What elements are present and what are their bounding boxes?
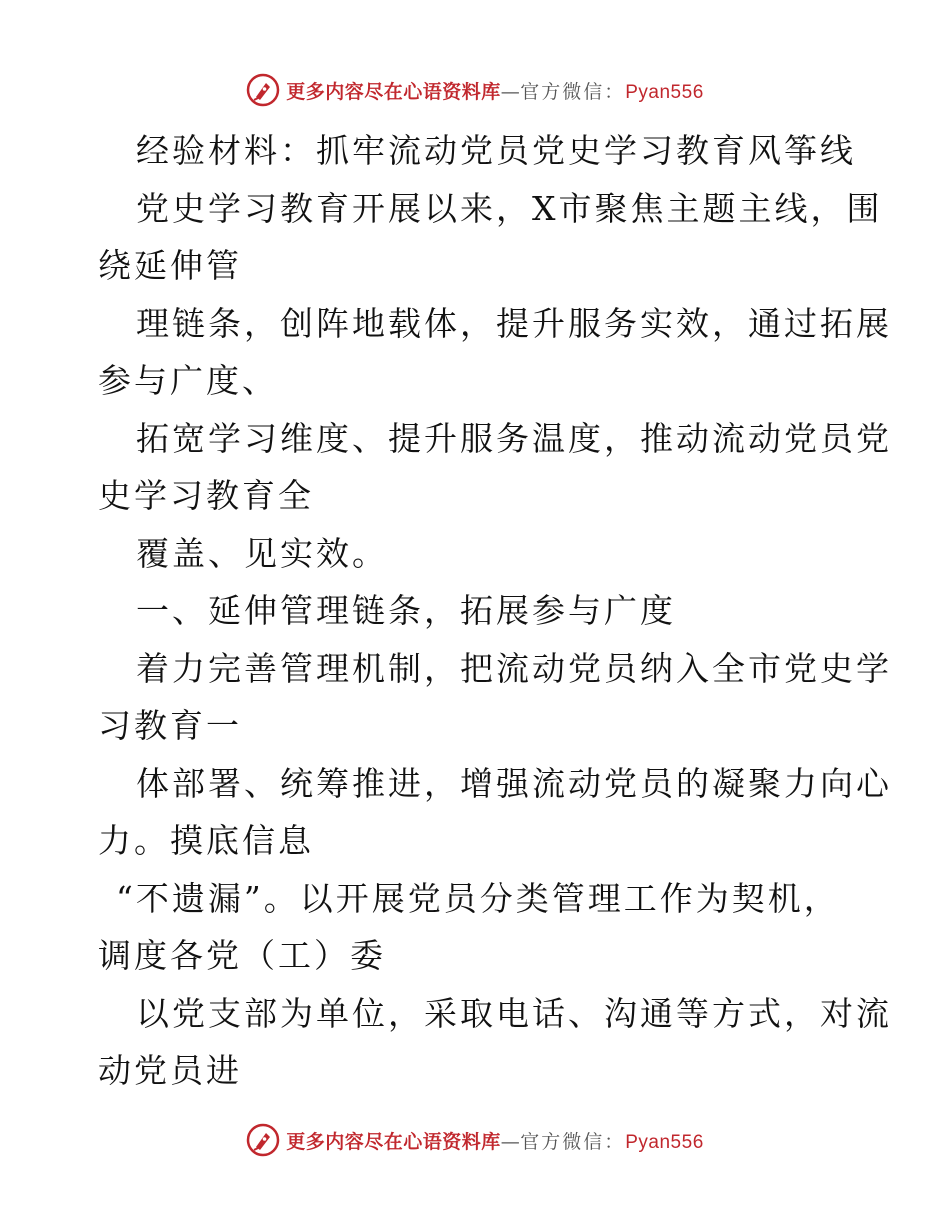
watermark-footer: [0, 1120, 950, 1160]
watermark-wechat-label: 官方微信：: [520, 80, 626, 103]
watermark-wechat-id: Pyan556: [625, 81, 704, 103]
paragraph-line: 拓宽学习维度、提升服务温度，推动流动党员党: [136, 418, 892, 458]
paragraph-line: 史学习教育全: [98, 476, 314, 515]
paragraph-line: 调度各党（工）委: [98, 936, 386, 975]
paragraph-line: 覆盖、见实效。: [136, 533, 388, 573]
paragraph-line: 体部署、统筹推进，增强流动党员的凝聚力向心: [136, 763, 892, 803]
section-heading: 一、延伸管理链条，拓展参与广度: [136, 591, 676, 630]
paragraph-line: 理链条，创阵地载体，提升服务实效，通过拓展: [136, 303, 892, 343]
paragraph-line: 党史学习教育开展以来，X市聚焦主题主线，围: [136, 188, 883, 228]
watermark-brand: 更多内容尽在心语资料库: [286, 1130, 501, 1153]
paragraph-line: 着力完善管理机制，把流动党员纳入全市党史学: [136, 648, 892, 688]
paragraph-line: 以党支部为单位，采取电话、沟通等方式，对流: [136, 993, 892, 1033]
paragraph-line: 习教育一: [98, 706, 242, 745]
document-title: 经验材料：抓牢流动党员党史学习教育风筝线: [136, 131, 856, 170]
watermark-text: [286, 1127, 704, 1154]
pen-nib-logo-icon: [246, 1123, 280, 1157]
paragraph-line: 力。摸底信息: [98, 821, 314, 860]
paragraph-line: 动党员进: [98, 1051, 242, 1090]
watermark-wechat-label: 官方微信：: [520, 1130, 626, 1153]
watermark-dash: —: [500, 80, 521, 103]
paragraph-line: “不遗漏”。以开展党员分类管理工作为契机，: [116, 878, 840, 918]
document-body: [98, 122, 892, 1100]
pen-nib-logo-icon: [246, 73, 280, 107]
watermark-dash: —: [500, 1130, 521, 1153]
watermark-header: [0, 70, 950, 110]
watermark-wechat-id: Pyan556: [625, 1131, 704, 1153]
paragraph-line: 绕延伸管: [98, 246, 242, 285]
watermark-brand: 更多内容尽在心语资料库: [286, 80, 501, 103]
paragraph-line: 参与广度、: [98, 361, 278, 400]
watermark-text: [286, 77, 704, 104]
